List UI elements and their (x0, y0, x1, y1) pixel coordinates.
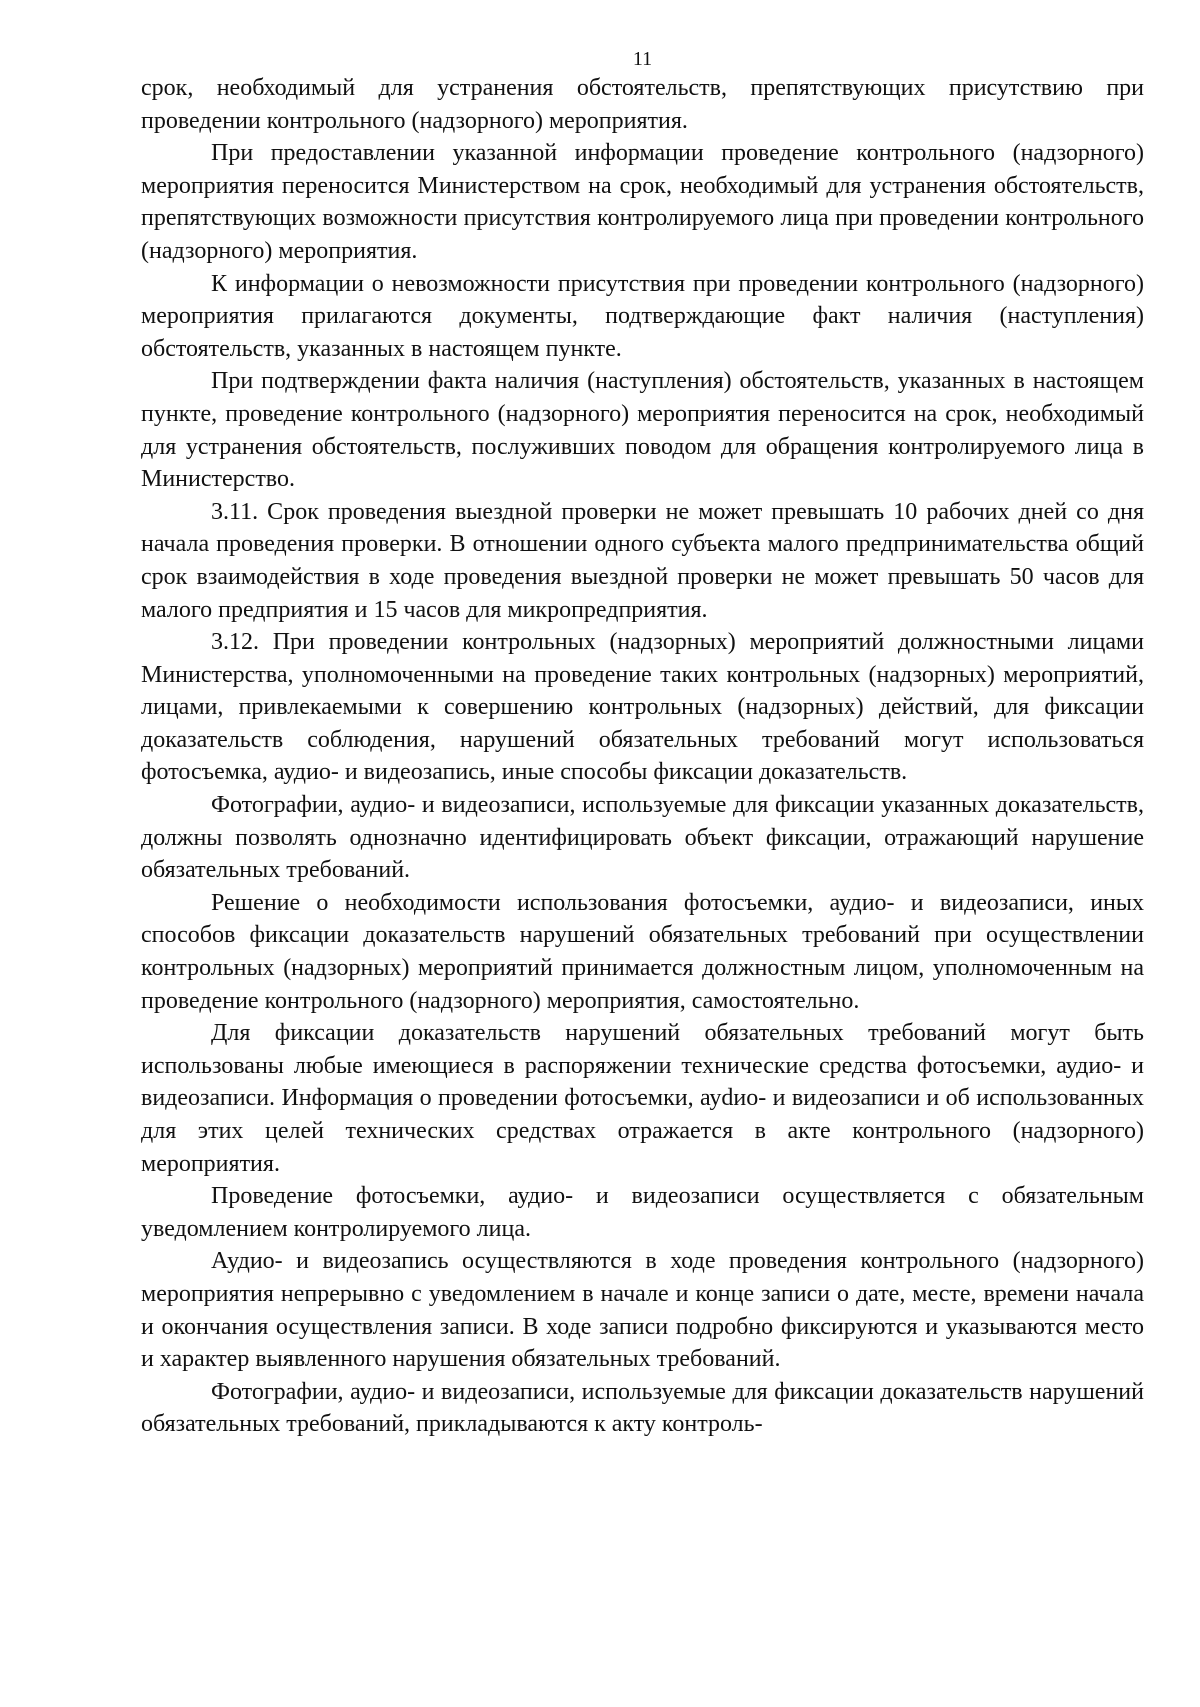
paragraph-technical-means: Для фиксации доказательств нарушений обязательных требований могут быть использованы любые имеющиеся в распоряжении технические средства фотосъемки, аудио- и видеозаписи. Информация о проведении фотосъемки, ауdио- и видеозаписи и об использованных для этих целей технических средствах отражается в акте контрольного (надзорного) мероприятия. (141, 1020, 1144, 1177)
paragraph-confirmation-postponement: При подтверждении факта наличия (наступления) обстоятельств, указанных в настоящем пункте, проведение контрольного (надзорного) мероприятия переносится на срок, необходимый для устранения обстоятельств, послуживших поводом для обращения контролируемого лица в Министерство. (141, 368, 1144, 493)
paragraph-postponement-notice: При предоставлении указанной информации проведение контрольного (надзорного) мероприятия переносится Министерством на срок, необходимый для устранения обстоятельств, препятствующих возможности присутствия контролируемого лица при проведении контрольного (надзорного) мероприятия. (141, 140, 1144, 264)
paragraph-recording-decision: Решение о необходимости использования фотосъемки, аудио- и видеозаписи, иных способов фиксации доказательств нарушений обязательных требований при осуществлении контрольных (надзорных) мероприятий принимается должностным лицом, уполномоченным на проведение контрольного (надзорного) мероприятия, самостоятельно. (141, 889, 1144, 1014)
paragraph-photo-identification: Фотографии, аудио- и видеозаписи, используемые для фиксации указанных доказательств, должны позволять однозначно идентифицировать объект фиксации, отражающий нарушение обязательных требований. (141, 792, 1144, 884)
paragraph-supporting-documents: К информации о невозможности присутствия при проведении контрольного (надзорного) мероприятия прилагаются документы, подтверждающие факт наличия (наступления) обстоятельств, указанных в настоящем пункте. (141, 270, 1144, 362)
paragraph-clause-3-11: 3.11. Срок проведения выездной проверки не может превышать 10 рабочих дней со дня начала проведения проверки. В отношении одного субъекта малого предпринимательства общий срок взаимодействия в ходе проведения выездной проверки не может превышать 50 часов для малого предприятия и 15 часов для микропредприятия. (141, 498, 1144, 623)
paragraph-attachments: Фотографии, аудио- и видеозаписи, используемые для фиксации доказательств нарушений обязательных требований, прикладываются к акту контроль- (141, 1378, 1144, 1438)
page-number: 11 (632, 48, 653, 70)
paragraph-clause-3-12: 3.12. При проведении контрольных (надзорных) мероприятий должностными лицами Министерства, уполномоченными на проведение таких контрольных (надзорных) мероприятий, лицами, привлекаемыми к совершению контрольных (надзорных) действий, для фиксации доказательств соблюдения, нарушений обязательных требований могут использоваться фотосъемка, аудио- и видеозапись, иные способы фиксации доказательств. (141, 629, 1144, 786)
paragraph-continuous-recording: Аудио- и видеозапись осуществляются в ходе проведения контрольного (надзорного) мероприятия непрерывно с уведомлением в начале и конце записи о дате, месте, времени начала и окончания осуществления записи. В ходе записи подробно фиксируются и указываются место и характер выявленного нарушения обязательных требований. (141, 1248, 1144, 1373)
paragraph-continuation: срок, необходимый для устранения обстоятельств, препятствующих присутствию при проведении контрольного (надзорного) мероприятия. (141, 75, 1144, 134)
paragraph-notification: Проведение фотосъемки, аудио- и видеозаписи осуществляется с обязательным уведомлением контролируемого лица. (141, 1183, 1144, 1242)
document-body (141, 72, 1144, 1441)
